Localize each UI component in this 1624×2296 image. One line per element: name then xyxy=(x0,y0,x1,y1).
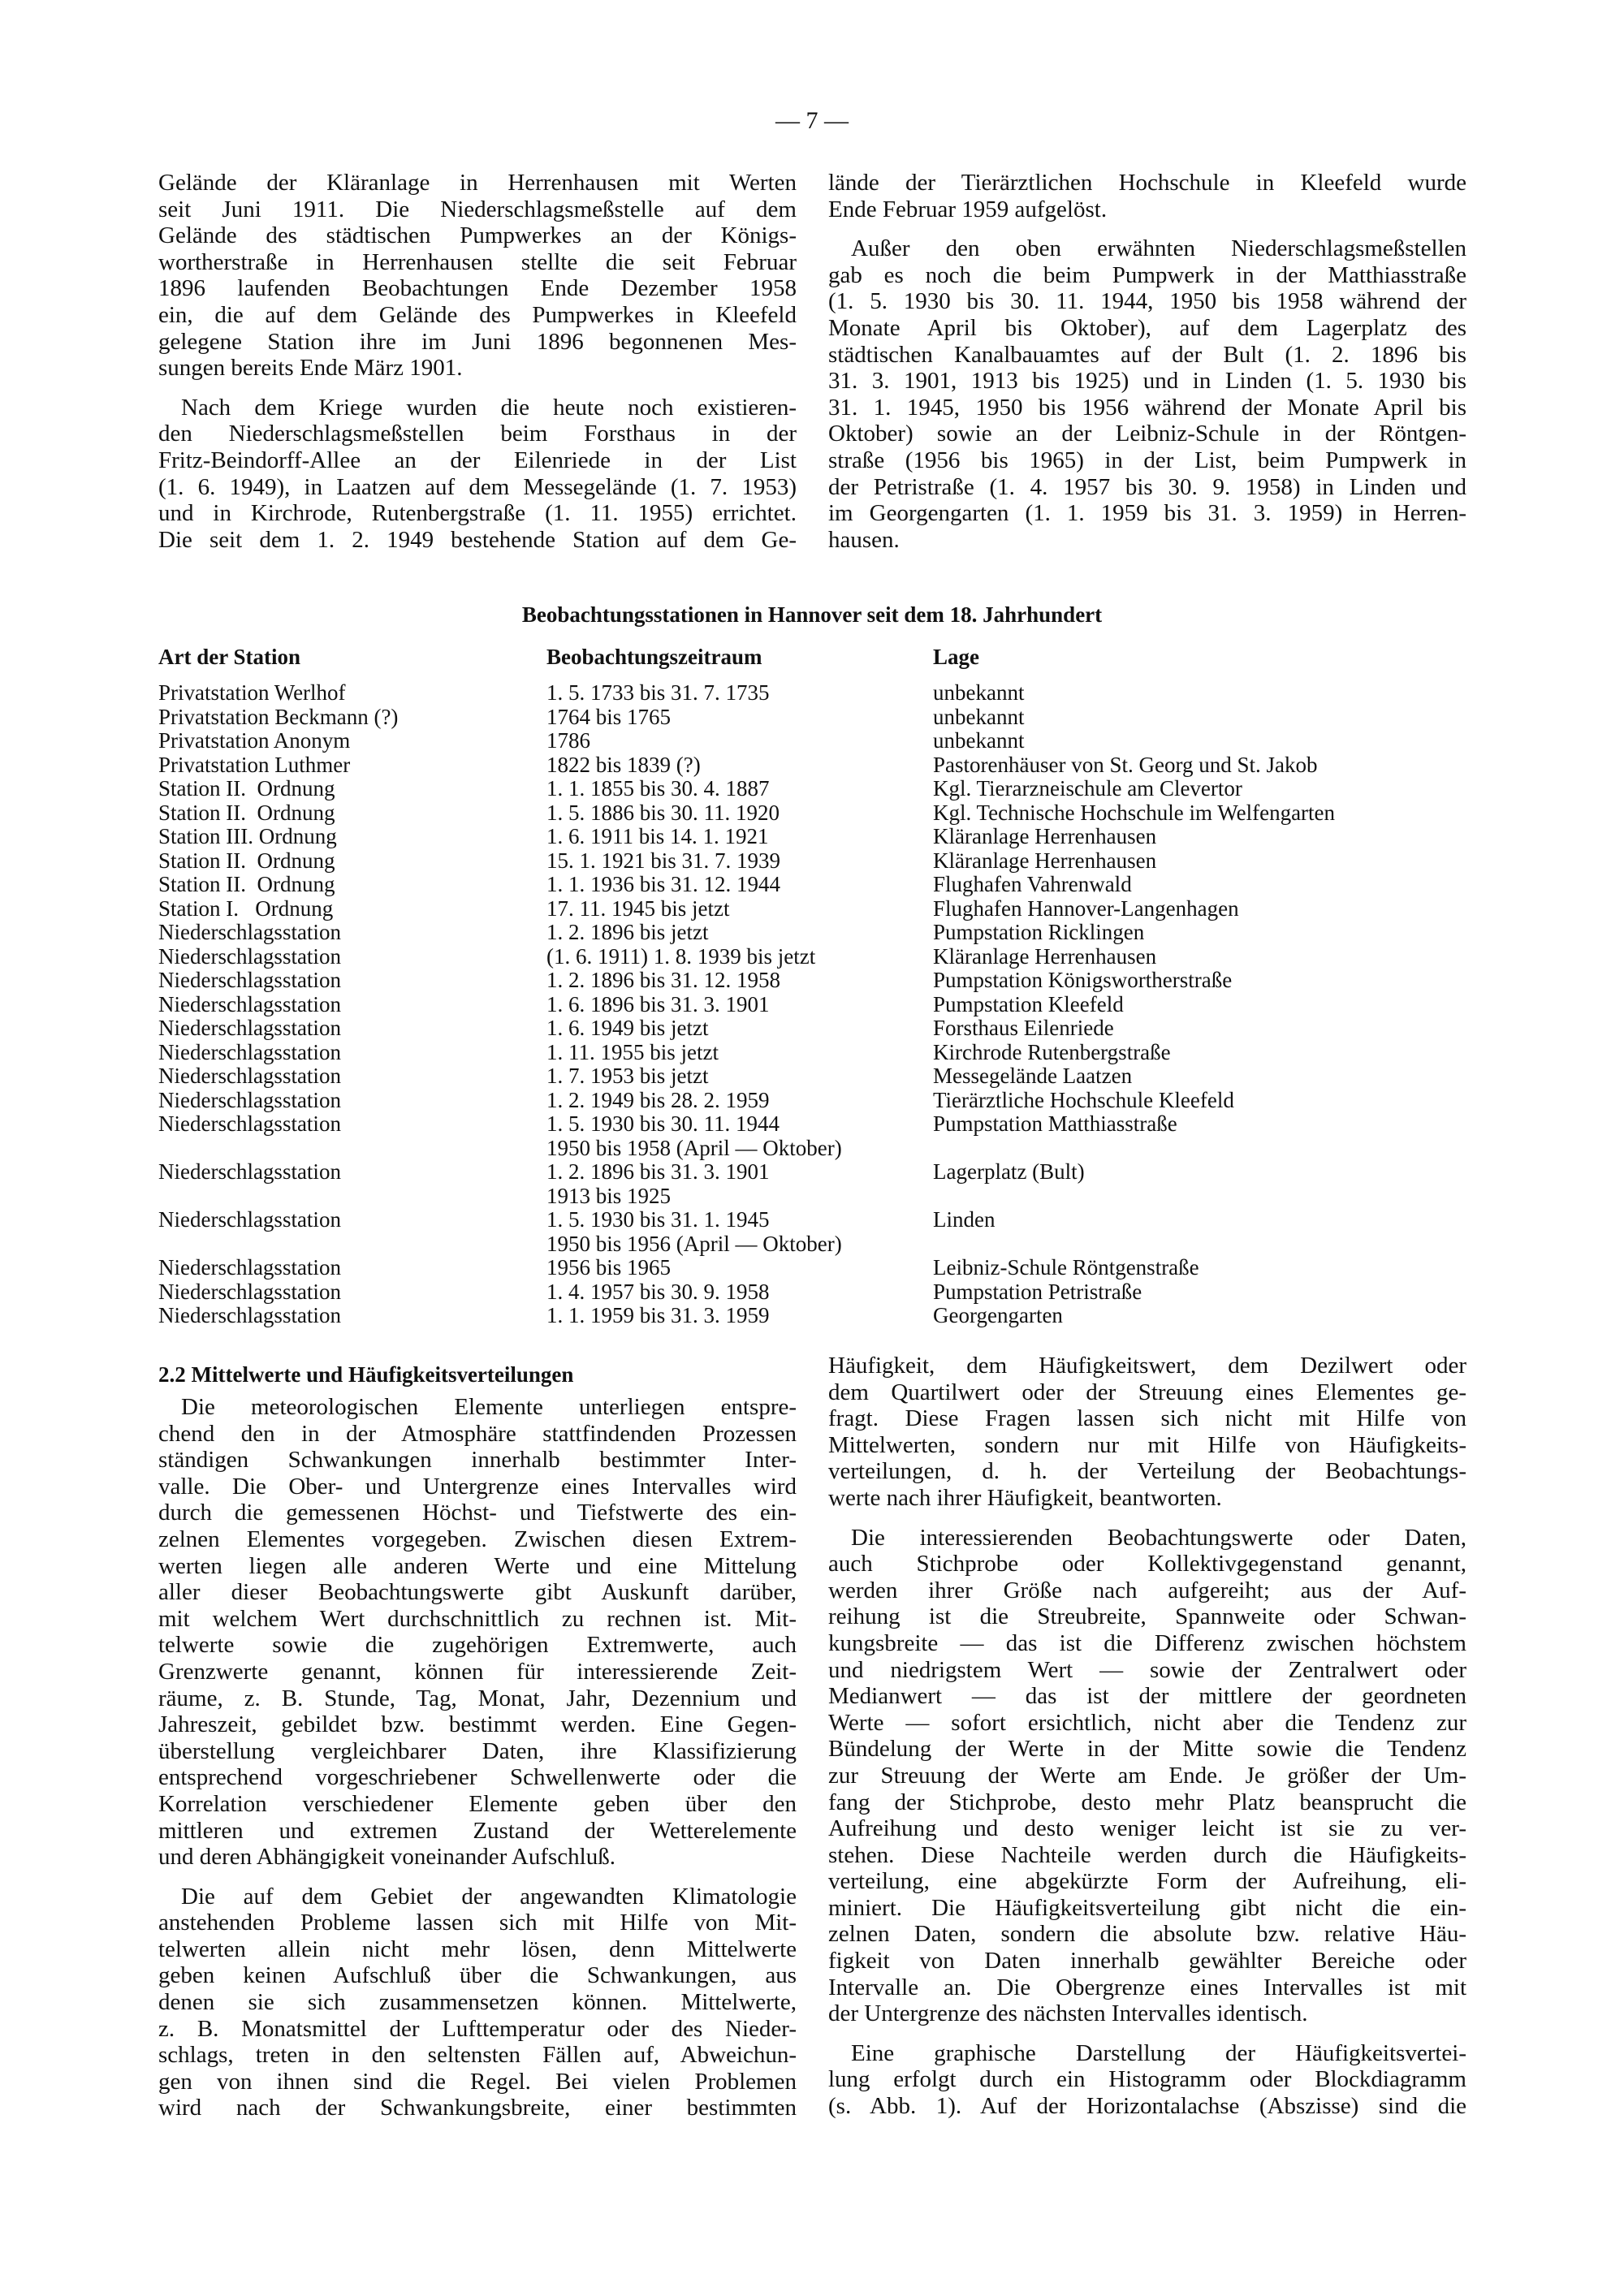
text-line: dem Quartilwert oder der Streuung eines Elementes ge- xyxy=(828,1379,1466,1405)
cell-lage: Pumpstation Petristraße xyxy=(933,1279,1142,1304)
cell-lage: Kläranlage Herrenhausen xyxy=(933,943,1157,969)
top-left-column xyxy=(158,170,797,566)
text-line: mit welchem Wert durchschnittlich zu rechnen ist. Mit- xyxy=(158,1605,797,1632)
text-line: wird nach der Schwankungsbreite, einer bestimmten xyxy=(158,2095,797,2121)
paragraph xyxy=(158,1884,797,2121)
text-line: Grenzwerte genannt, können für interessierende Zeit- xyxy=(158,1658,797,1685)
cell-art: Station II. Ordnung xyxy=(158,776,335,801)
cell-art: Station II. Ordnung xyxy=(158,848,335,873)
cell-zeitraum: 1913 bis 1925 xyxy=(546,1183,672,1208)
text-line: werten liegen alle anderen Werte und eine Mittelung xyxy=(158,1552,797,1579)
cell-zeitraum: 1. 7. 1953 bis jetzt xyxy=(546,1064,709,1088)
cell-zeitraum: 1956 bis 1965 xyxy=(546,1255,672,1280)
text-line: Intervalle an. Die Obergrenze eines Intervalles ist mit xyxy=(828,1974,1466,2000)
header-art: Art der Station xyxy=(158,645,300,669)
cell-zeitraum: 1764 bis 1765 xyxy=(546,704,672,729)
text-line: reihung ist die Streubreite, Spannweite oder Schwan- xyxy=(828,1603,1466,1630)
text-line: gelegene Station ihre im Juni 1896 begonnenen Mes- xyxy=(158,328,797,355)
section-right-column xyxy=(828,1353,1466,2133)
cell-art: Station III. Ordnung xyxy=(158,824,337,848)
text-line: hausen. xyxy=(828,526,900,553)
cell-zeitraum: 1950 bis 1958 (April — Oktober) xyxy=(546,1135,842,1160)
cell-zeitraum: 17. 11. 1945 bis jetzt xyxy=(546,896,730,921)
text-line: auch Stichprobe oder Kollektivgegenstand genannt, xyxy=(828,1551,1466,1577)
text-line: Nach dem Kriege wurden die heute noch existieren- xyxy=(181,394,797,421)
cell-art: Niederschlagsstation xyxy=(158,1111,341,1136)
text-line: aller dieser Beobachtungswerte gibt Auskunft darüber, xyxy=(158,1579,797,1606)
text-line: Monate April bis Oktober), auf dem Lagerplatz des xyxy=(828,314,1466,341)
text-line: telwerten allein nicht mehr lösen, denn Mittelwerte xyxy=(158,1936,797,1962)
text-line: straße (1956 bis 1965) in der List, beim Pumpwerk in xyxy=(828,447,1466,473)
cell-art: Niederschlagsstation xyxy=(158,1255,341,1280)
text-line: Die seit dem 1. 2. 1949 bestehende Station auf dem Ge- xyxy=(158,526,797,553)
table-title: Beobachtungsstationen in Hannover seit dem 18. Jahrhundert xyxy=(521,602,1103,627)
cell-lage: Flughafen Hannover-Langenhagen xyxy=(933,896,1239,921)
cell-lage: Pastorenhäuser von St. Georg und St. Jakob xyxy=(933,752,1318,777)
cell-art: Privatstation Anonym xyxy=(158,728,351,753)
text-line: kungsbreite — das ist die Differenz zwischen höchstem xyxy=(828,1629,1466,1656)
text-line: Die interessierenden Beobachtungswerte oder Daten, xyxy=(851,1524,1466,1551)
cell-zeitraum: 1. 2. 1896 bis 31. 3. 1901 xyxy=(546,1159,770,1184)
text-line: chend den in der Atmosphäre stattfindenden Prozessen xyxy=(158,1420,797,1447)
cell-art: Station I. Ordnung xyxy=(158,896,334,921)
cell-art: Niederschlagsstation xyxy=(158,1087,341,1112)
cell-zeitraum: 1. 2. 1896 bis 31. 12. 1958 xyxy=(546,968,781,992)
paragraph xyxy=(158,395,797,554)
text-line: 1896 laufenden Beobachtungen Ende Dezember 1958 xyxy=(158,275,797,302)
text-line: Gelände der Kläranlage in Herrenhausen mit Werten xyxy=(158,170,797,196)
cell-zeitraum: 1. 1. 1959 bis 31. 3. 1959 xyxy=(546,1303,770,1327)
text-line: gen von ihnen sind die Regel. Bei vielen Problemen xyxy=(158,2068,797,2095)
text-line: zelnen Elementes vorgegeben. Zwischen diesen Extrem- xyxy=(158,1526,797,1552)
header-zeitraum: Beobachtungszeitraum xyxy=(546,645,762,669)
text-line: lände der Tierärztlichen Hochschule in Kleefeld wurde xyxy=(828,170,1466,196)
text-line: zur Streuung der Werte am Ende. Je größer der Um- xyxy=(828,1762,1466,1789)
text-line: im Georgengarten (1. 1. 1959 bis 31. 3. 1959) in Herren- xyxy=(828,500,1466,527)
text-line: ein, die auf dem Gelände des Pumpwerkes in Kleefeld xyxy=(158,301,797,328)
cell-zeitraum: 1786 xyxy=(546,728,590,753)
text-line: durch die gemessenen Höchst- und Tiefstwerte des ein- xyxy=(158,1500,797,1526)
cell-lage: Pumpstation Königswortherstraße xyxy=(933,968,1233,992)
text-line: überstellung vergleichbarer Daten, ihre Klassifizierung xyxy=(158,1737,797,1764)
text-line: Werte — sofort ersichtlich, nicht aber die Tendenz zur xyxy=(828,1709,1466,1736)
text-line: Gelände des städtischen Pumpwerkes an der Königs- xyxy=(158,222,797,249)
text-line: valle. Die Ober- und Untergrenze eines Intervalles wird xyxy=(158,1473,797,1500)
cell-zeitraum: 15. 1. 1921 bis 31. 7. 1939 xyxy=(546,848,781,873)
cell-zeitraum: 1. 6. 1949 bis jetzt xyxy=(546,1016,709,1040)
paragraph xyxy=(828,235,1466,553)
text-line: sungen bereits Ende März 1901. xyxy=(158,355,463,382)
text-line: wortherstraße in Herrenhausen stellte die seit Februar xyxy=(158,248,797,275)
cell-lage: Kläranlage Herrenhausen xyxy=(933,848,1157,873)
text-line: miniert. Die Häufigkeitsverteilung gibt nicht die ein- xyxy=(828,1894,1466,1921)
cell-art: Niederschlagsstation xyxy=(158,1207,341,1232)
text-line: mittleren und extremen Zustand der Wetterelemente xyxy=(158,1817,797,1844)
text-line: anstehenden Probleme lassen sich mit Hilfe von Mit- xyxy=(158,1910,797,1936)
text-line: und deren Abhängigkeit voneinander Aufschluß. xyxy=(158,1844,615,1871)
paragraph xyxy=(828,2040,1466,2120)
text-line: (s. Abb. 1). Auf der Horizontalachse (Abszisse) sind die xyxy=(828,2093,1466,2120)
cell-art: Niederschlagsstation xyxy=(158,920,341,944)
text-line: gab es noch die beim Pumpwerk in der Matthiasstraße xyxy=(828,261,1466,288)
cell-zeitraum: 1. 5. 1930 bis 31. 1. 1945 xyxy=(546,1207,770,1232)
page-number: — 7 — xyxy=(775,107,849,134)
cell-zeitraum: 1. 6. 1896 bis 31. 3. 1901 xyxy=(546,991,770,1016)
paragraph xyxy=(828,1525,1466,2027)
text-line: zelnen Daten, sondern die absolute bzw. relative Häu- xyxy=(828,1921,1466,1948)
cell-art: Station II. Ordnung xyxy=(158,872,335,896)
cell-lage: unbekannt xyxy=(933,728,1025,753)
cell-lage: Pumpstation Kleefeld xyxy=(933,991,1124,1016)
cell-lage: Pumpstation Ricklingen xyxy=(933,920,1145,944)
cell-art: Niederschlagsstation xyxy=(158,1159,341,1184)
cell-art: Niederschlagsstation xyxy=(158,943,341,969)
cell-lage: Pumpstation Matthiasstraße xyxy=(933,1111,1177,1136)
text-line: 31. 1. 1945, 1950 bis 1956 während der Monate April bis xyxy=(828,394,1466,421)
text-line: figkeit von Daten innerhalb gewählter Bereiche oder xyxy=(828,1948,1466,1974)
cell-art: Privatstation Luthmer xyxy=(158,752,351,777)
text-line: Bündelung der Werte in der Mitte sowie die Tendenz xyxy=(828,1736,1466,1763)
text-line: Fritz-Beindorff-Allee an der Eilenriede in der List xyxy=(158,447,797,473)
cell-art: Station II. Ordnung xyxy=(158,800,335,825)
cell-lage: Kläranlage Herrenhausen xyxy=(933,824,1157,848)
text-line: stehen. Diese Nachteile werden durch die Häufigkeits- xyxy=(828,1841,1466,1868)
text-line: (1. 6. 1949), in Laatzen auf dem Messegelände (1. 7. 1953) xyxy=(158,473,797,500)
cell-zeitraum: 1. 5. 1930 bis 30. 11. 1944 xyxy=(546,1111,780,1136)
text-line: Eine graphische Darstellung der Häufigkeitsvertei- xyxy=(851,2039,1466,2066)
text-line: lung erfolgt durch ein Histogramm oder Blockdiagramm xyxy=(828,2066,1466,2093)
text-line: Jahreszeit, gebildet bzw. bestimmt werden. Eine Gegen- xyxy=(158,1711,797,1738)
text-line: seit Juni 1911. Die Niederschlagsmeßstelle auf dem xyxy=(158,196,797,222)
cell-zeitraum: 1822 bis 1839 (?) xyxy=(546,752,701,777)
cell-zeitraum: 1. 5. 1733 bis 31. 7. 1735 xyxy=(546,680,770,705)
top-right-column xyxy=(828,170,1466,566)
cell-art: Niederschlagsstation xyxy=(158,1064,341,1088)
paragraph xyxy=(158,1394,797,1871)
cell-lage: Leibniz-Schule Röntgenstraße xyxy=(933,1255,1199,1280)
text-line: verteilung, eine abgekürzte Form der Aufreihung, eli- xyxy=(828,1868,1466,1895)
text-line: 31. 3. 1901, 1913 bis 1925) und in Linden (1. 5. 1930 bis xyxy=(828,368,1466,395)
cell-zeitraum: 1. 5. 1886 bis 30. 11. 1920 xyxy=(546,800,780,825)
text-line: und niedrigstem Wert — sowie der Zentralwert oder xyxy=(828,1656,1466,1683)
cell-lage: Kgl. Technische Hochschule im Welfengarten xyxy=(933,800,1336,825)
cell-zeitraum: 1. 2. 1896 bis jetzt xyxy=(546,920,709,944)
text-line: Ende Februar 1959 aufgelöst. xyxy=(828,196,1108,222)
text-line: Medianwert — das ist der mittlere der geordneten xyxy=(828,1683,1466,1710)
text-line: Die auf dem Gebiet der angewandten Klimatologie xyxy=(181,1883,797,1910)
header-lage: Lage xyxy=(933,645,979,669)
cell-zeitraum: 1950 bis 1956 (April — Oktober) xyxy=(546,1231,842,1256)
text-line: fragt. Diese Fragen lassen sich nicht mit Hilfe von xyxy=(828,1405,1466,1432)
cell-lage: Kgl. Tierarzneischule am Clevertor xyxy=(933,776,1242,801)
cell-art: Niederschlagsstation xyxy=(158,1279,341,1304)
text-line: werte nach ihrer Häufigkeit, beantworten. xyxy=(828,1484,1222,1511)
text-line: den Niederschlagsmeßstellen beim Forsthaus in der xyxy=(158,421,797,447)
text-line: der Untergrenze des nächsten Intervalles identisch. xyxy=(828,2000,1308,2027)
text-line: Mittelwerten, sondern nur mit Hilfe von Häufigkeits- xyxy=(828,1431,1466,1458)
cell-zeitraum: 1. 1. 1855 bis 30. 4. 1887 xyxy=(546,776,770,801)
cell-art: Privatstation Beckmann (?) xyxy=(158,704,399,729)
cell-lage: Lagerplatz (Bult) xyxy=(933,1159,1085,1184)
cell-art: Niederschlagsstation xyxy=(158,968,341,992)
cell-lage: Georgengarten xyxy=(933,1303,1063,1327)
text-line: und in Kirchrode, Rutenbergstraße (1. 11. 1955) errichtet. xyxy=(158,500,797,527)
cell-art: Niederschlagsstation xyxy=(158,1303,341,1327)
text-line: telwerte sowie die zugehörigen Extremwerte, auch xyxy=(158,1632,797,1659)
cell-zeitraum: 1. 4. 1957 bis 30. 9. 1958 xyxy=(546,1279,770,1304)
text-line: Aufreihung und desto weniger leicht ist sie zu ver- xyxy=(828,1815,1466,1842)
text-line: Korrelation verschiedener Elemente geben über den xyxy=(158,1790,797,1817)
cell-art: Niederschlagsstation xyxy=(158,1016,341,1040)
cell-zeitraum: 1. 2. 1949 bis 28. 2. 1959 xyxy=(546,1087,770,1112)
cell-lage: Kirchrode Rutenbergstraße xyxy=(933,1039,1171,1064)
cell-zeitraum: 1. 6. 1911 bis 14. 1. 1921 xyxy=(546,824,769,848)
text-line: räume, z. B. Stunde, Tag, Monat, Jahr, Dezennium und xyxy=(158,1685,797,1711)
cell-lage: Linden xyxy=(933,1207,996,1232)
text-line: geben keinen Aufschluß über die Schwankungen, aus xyxy=(158,1962,797,1989)
paragraph xyxy=(828,1353,1466,1512)
text-line: städtischen Kanalbauamtes auf der Bult (1. 2. 1896 bis xyxy=(828,341,1466,368)
text-line: Außer den oben erwähnten Niederschlagsmeßstellen xyxy=(851,235,1466,262)
cell-zeitraum: 1. 1. 1936 bis 31. 12. 1944 xyxy=(546,872,781,896)
text-line: z. B. Monatsmittel der Lufttemperatur oder des Nieder- xyxy=(158,2015,797,2042)
text-line: werden ihrer Größe nach aufgereiht; aus der Auf- xyxy=(828,1577,1466,1603)
text-line: entsprechend vorgeschriebener Schwellenwerte oder die xyxy=(158,1764,797,1791)
text-line: ständigen Schwankungen innerhalb bestimmter Inter- xyxy=(158,1447,797,1474)
cell-art: Niederschlagsstation xyxy=(158,1039,341,1064)
cell-lage: Forsthaus Eilenriede xyxy=(933,1016,1114,1040)
text-line: Die meteorologischen Elemente unterliegen entspre- xyxy=(181,1394,797,1420)
text-line: fang der Stichprobe, desto mehr Platz beansprucht die xyxy=(828,1789,1466,1815)
cell-zeitraum: (1. 6. 1911) 1. 8. 1939 bis jetzt xyxy=(546,943,816,969)
section-heading: 2.2 Mittelwerte und Häufigkeitsverteilungen xyxy=(158,1362,574,1387)
paragraph xyxy=(158,170,797,382)
cell-lage: unbekannt xyxy=(933,680,1025,705)
text-line: verteilungen, d. h. der Verteilung der Beobachtungs- xyxy=(828,1458,1466,1485)
cell-lage: unbekannt xyxy=(933,704,1025,729)
paragraph xyxy=(828,170,1466,222)
text-line: denen sie sich zusammensetzen können. Mittelwerte, xyxy=(158,1989,797,2016)
section-left-column xyxy=(158,1394,797,2134)
cell-lage: Tierärztliche Hochschule Kleefeld xyxy=(933,1087,1234,1112)
cell-lage: Flughafen Vahrenwald xyxy=(933,872,1132,896)
text-line: Oktober) sowie an der Leibniz-Schule in der Röntgen- xyxy=(828,421,1466,447)
cell-art: Niederschlagsstation xyxy=(158,991,341,1016)
text-line: (1. 5. 1930 bis 30. 11. 1944, 1950 bis 1958 während der xyxy=(828,288,1466,315)
cell-lage: Messegelände Laatzen xyxy=(933,1064,1133,1088)
cell-zeitraum: 1. 11. 1955 bis jetzt xyxy=(546,1039,719,1064)
text-line: Häufigkeit, dem Häufigkeitswert, dem Dezilwert oder xyxy=(828,1353,1466,1379)
text-line: der Petristraße (1. 4. 1957 bis 30. 9. 1958) in Linden und xyxy=(828,473,1466,500)
cell-art: Privatstation Werlhof xyxy=(158,680,346,705)
text-line: schlags, treten in den seltensten Fällen auf, Abweichun- xyxy=(158,2042,797,2069)
